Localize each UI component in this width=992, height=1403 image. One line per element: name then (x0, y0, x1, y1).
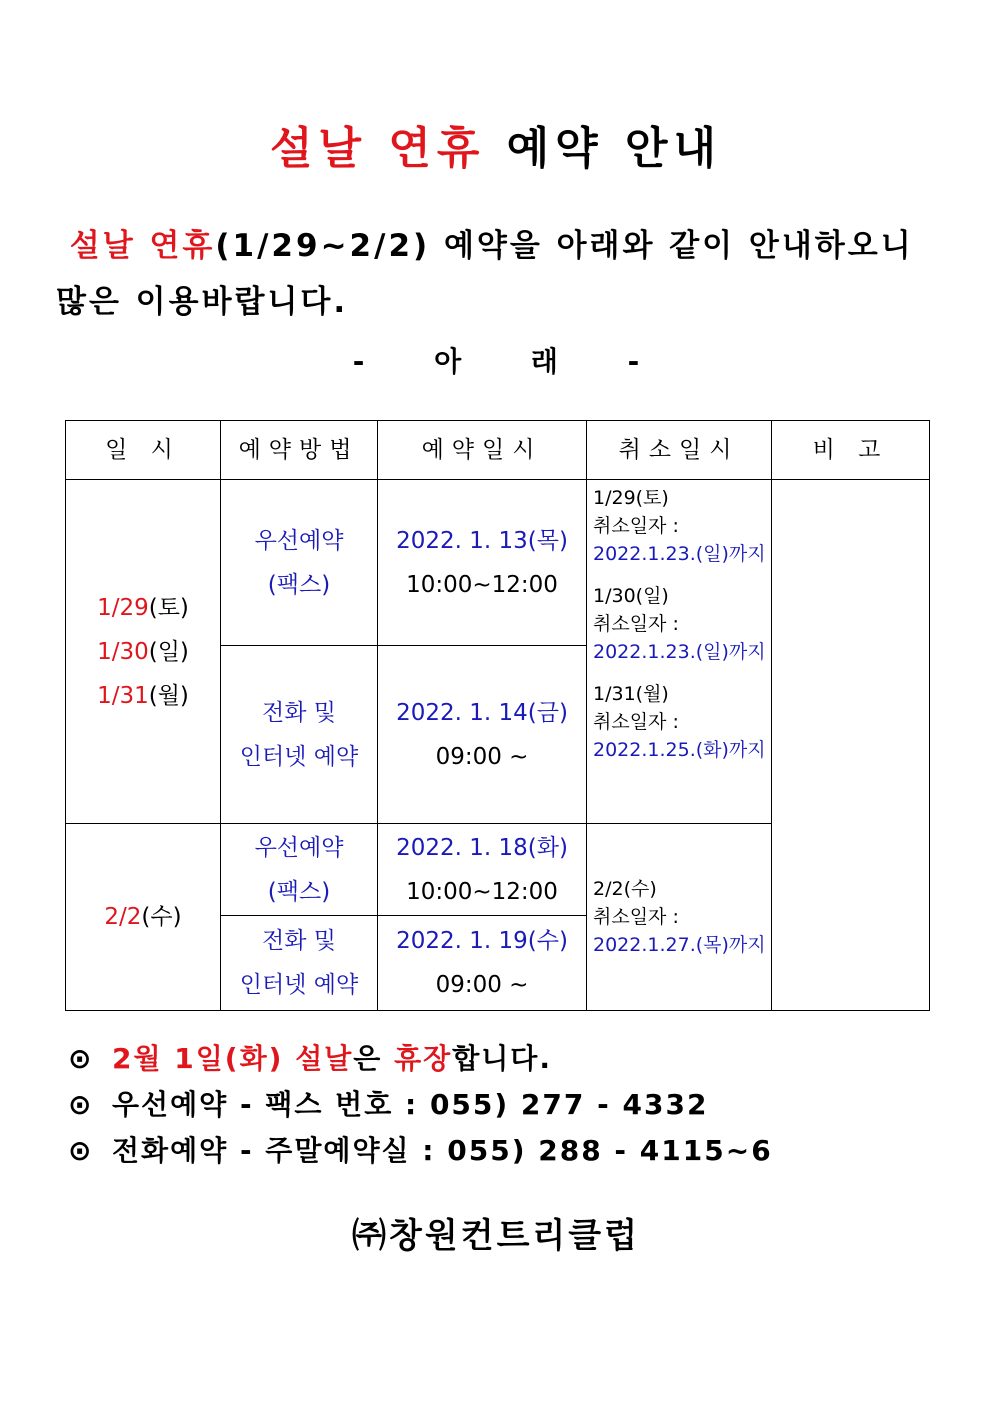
header-method: 예약방법 (221, 421, 378, 480)
cancel-item: 1/31(월) 취소일자 : 2022.1.25.(화)까지 (593, 683, 766, 761)
group1-dates (66, 480, 221, 824)
remarks-cell (772, 480, 930, 1011)
method-fax: 우선예약 (팩스) (221, 480, 378, 646)
intro-highlight: 설날 연휴 (69, 228, 216, 264)
cancel-item: 1/30(일) 취소일자 : 2022.1.23.(일)까지 (593, 585, 766, 663)
intro-paragraph (56, 218, 944, 330)
header-cancel-datetime: 취소일시 (587, 421, 772, 480)
date-item: 1/29(토) (97, 594, 189, 621)
header-reservation-datetime: 예약일시 (378, 421, 587, 480)
page-title (0, 112, 992, 176)
method-phone: 전화 및 인터넷 예약 (221, 916, 378, 1011)
reservation-datetime: 2022. 1. 13(목) 10:00~12:00 (378, 480, 587, 646)
notice-heading: - 아 래 - (352, 345, 640, 378)
group2-date: 2/2(수) (66, 824, 221, 1011)
note-phone: ⊙ 전화예약 - 주말예약실 : 055) 288 - 4115~6 (68, 1128, 948, 1174)
date-item: 1/30(일) (97, 638, 189, 665)
cancel-dates (587, 480, 772, 824)
reservation-datetime: 2022. 1. 19(수) 09:00 ~ (378, 916, 587, 1011)
company-name: ㈜창원컨트리클럽 (352, 1216, 640, 1256)
method-fax: 우선예약 (팩스) (221, 824, 378, 916)
bullet-icon: ⊙ (68, 1088, 94, 1121)
title-rest: 예약 안내 (485, 123, 722, 174)
reservation-datetime: 2022. 1. 18(화) 10:00~12:00 (378, 824, 587, 916)
cancel-item: 1/29(토) 취소일자 : 2022.1.23.(일)까지 (593, 487, 766, 565)
bullet-icon: ⊙ (68, 1042, 94, 1075)
method-phone: 전화 및 인터넷 예약 (221, 646, 378, 824)
title-highlight: 설날 연휴 (270, 123, 486, 174)
table-row (66, 480, 930, 646)
date-item: 1/31(월) (97, 682, 189, 709)
note-fax: ⊙ 우선예약 - 팩스 번호 : 055) 277 - 4332 (68, 1082, 948, 1128)
intro-rest: (1/29~2/2) 예약을 아래와 같이 안내하오니 많은 이용바랍니다. (56, 228, 914, 320)
note-closed: ⊙ 2월 1일(화) 설날은 휴장합니다. (68, 1036, 948, 1082)
header-remarks: 비 고 (772, 421, 930, 480)
reservation-datetime: 2022. 1. 14(금) 09:00 ~ (378, 646, 587, 824)
cancel-dates: 2/2(수) 취소일자 : 2022.1.27.(목)까지 (587, 824, 772, 1011)
reservation-table (65, 420, 930, 1011)
table-header-row (66, 421, 930, 480)
notes-list (68, 1036, 948, 1174)
header-datetime: 일 시 (66, 421, 221, 480)
bullet-icon: ⊙ (68, 1134, 94, 1167)
